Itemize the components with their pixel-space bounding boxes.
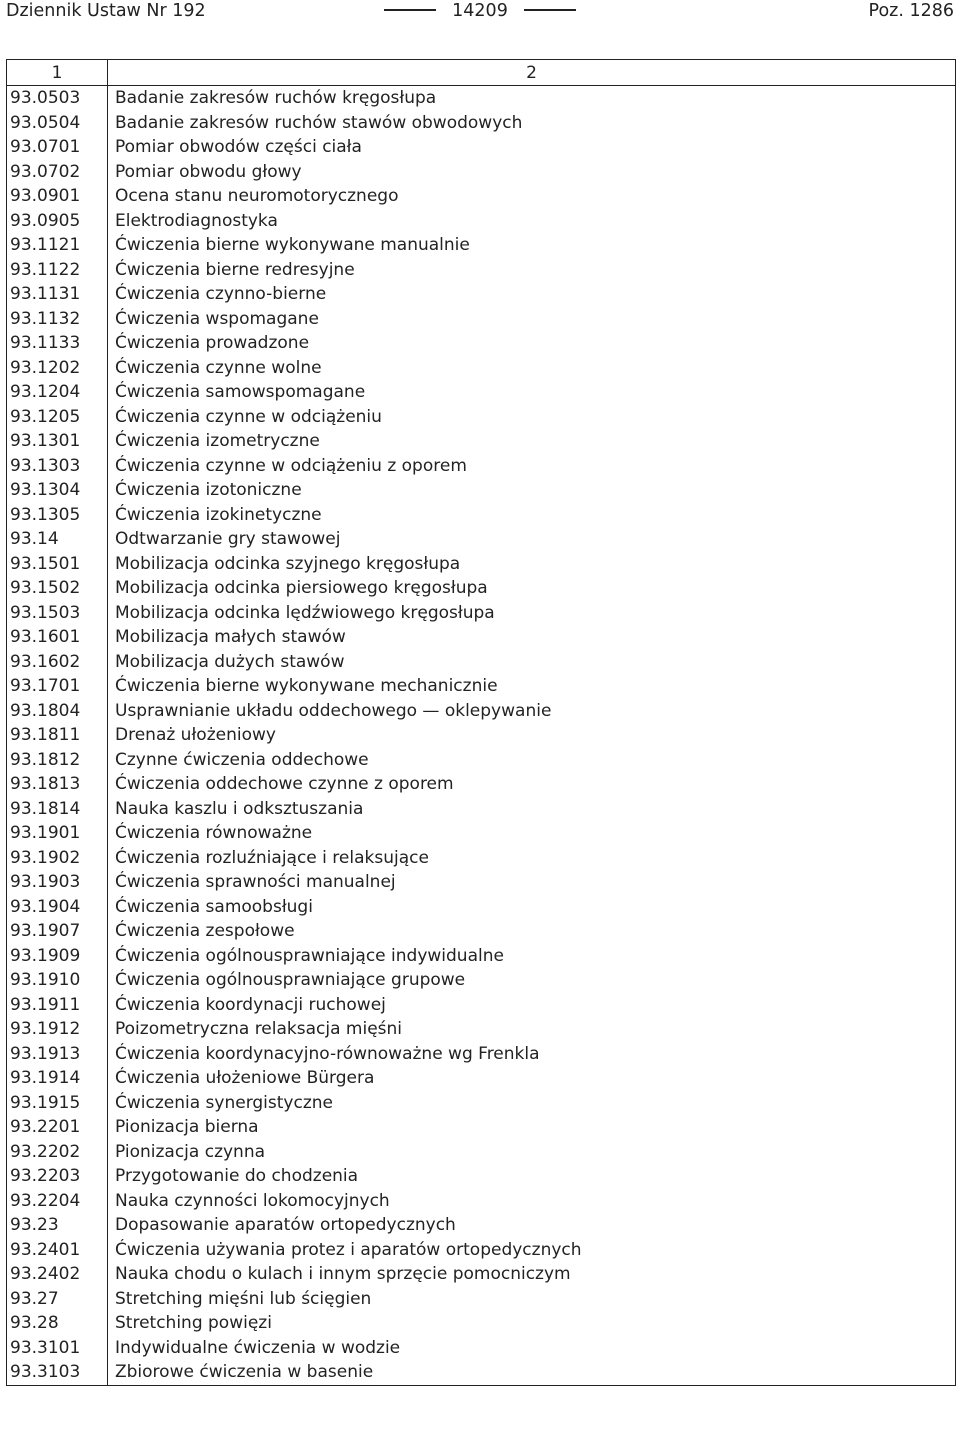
procedure-name: Ćwiczenia izometryczne <box>108 429 956 454</box>
procedure-code: 93.1915 <box>7 1091 108 1116</box>
procedure-name: Ocena stanu neuromotorycznego <box>108 184 956 209</box>
table-row <box>7 968 956 993</box>
procedure-name: Mobilizacja odcinka lędźwiowego kręgosłupa <box>108 601 956 626</box>
table-row <box>7 576 956 601</box>
table-row <box>7 1164 956 1189</box>
procedure-name: Ćwiczenia bierne redresyjne <box>108 258 956 283</box>
procedure-code: 93.1303 <box>7 454 108 479</box>
table-row <box>7 1017 956 1042</box>
column-header-1: 1 <box>7 60 108 86</box>
page-number: 14209 <box>452 1 508 21</box>
procedure-name: Ćwiczenia ogólnousprawniające grupowe <box>108 968 956 993</box>
procedure-code: 93.1804 <box>7 699 108 724</box>
table-row <box>7 1336 956 1361</box>
table-row <box>7 1360 956 1385</box>
procedure-code: 93.2201 <box>7 1115 108 1140</box>
procedure-code: 93.1121 <box>7 233 108 258</box>
procedure-name: Ćwiczenia samowspomagane <box>108 380 956 405</box>
procedure-name: Ćwiczenia równoważne <box>108 821 956 846</box>
procedure-name: Ćwiczenia wspomagane <box>108 307 956 332</box>
procedure-name: Pionizacja czynna <box>108 1140 956 1165</box>
procedure-name: Pionizacja bierna <box>108 1115 956 1140</box>
procedure-code: 93.1701 <box>7 674 108 699</box>
procedure-code: 93.0503 <box>7 86 108 111</box>
table-row <box>7 821 956 846</box>
table-row <box>7 797 956 822</box>
procedure-code: 93.1602 <box>7 650 108 675</box>
procedure-name: Ćwiczenia koordynacji ruchowej <box>108 993 956 1018</box>
procedure-code: 93.1502 <box>7 576 108 601</box>
procedure-code: 93.1204 <box>7 380 108 405</box>
procedure-name: Ćwiczenia czynno-bierne <box>108 282 956 307</box>
table-row <box>7 527 956 552</box>
procedure-name: Ćwiczenia czynne w odciążeniu <box>108 405 956 430</box>
procedure-code: 93.1913 <box>7 1042 108 1067</box>
procedure-name: Indywidualne ćwiczenia w wodzie <box>108 1336 956 1361</box>
procedure-code: 93.1132 <box>7 307 108 332</box>
procedure-name: Dopasowanie aparatów ortopedycznych <box>108 1213 956 1238</box>
table-row <box>7 1311 956 1336</box>
procedure-code: 93.1133 <box>7 331 108 356</box>
procedure-name: Nauka kaszlu i odksztuszania <box>108 797 956 822</box>
procedure-name: Ćwiczenia koordynacyjno-równoważne wg Frenkla <box>108 1042 956 1067</box>
table-row <box>7 1140 956 1165</box>
procedure-name: Stretching powięzi <box>108 1311 956 1336</box>
table-row <box>7 86 956 111</box>
procedure-code: 93.3103 <box>7 1360 108 1385</box>
procedure-code: 93.1813 <box>7 772 108 797</box>
table-row <box>7 748 956 773</box>
procedure-code: 93.1911 <box>7 993 108 1018</box>
procedure-name: Drenaż ułożeniowy <box>108 723 956 748</box>
procedure-name: Stretching mięśni lub ścięgien <box>108 1287 956 1312</box>
position-number: Poz. 1286 <box>868 1 954 21</box>
procedure-code: 93.1501 <box>7 552 108 577</box>
procedure-name: Ćwiczenia bierne wykonywane mechanicznie <box>108 674 956 699</box>
table-row <box>7 1287 956 1312</box>
procedure-code: 93.1601 <box>7 625 108 650</box>
procedure-name: Elektrodiagnostyka <box>108 209 956 234</box>
table-row <box>7 993 956 1018</box>
table-row <box>7 184 956 209</box>
table-row <box>7 429 956 454</box>
procedure-code: 93.2401 <box>7 1238 108 1263</box>
table-row <box>7 870 956 895</box>
table-row <box>7 723 956 748</box>
procedure-name: Ćwiczenia używania protez i aparatów ortopedycznych <box>108 1238 956 1263</box>
procedure-name: Odtwarzanie gry stawowej <box>108 527 956 552</box>
procedure-code: 93.2402 <box>7 1262 108 1287</box>
procedure-name: Ćwiczenia ułożeniowe Bürgera <box>108 1066 956 1091</box>
table-row <box>7 233 956 258</box>
procedure-name: Ćwiczenia czynne wolne <box>108 356 956 381</box>
procedure-code: 93.1910 <box>7 968 108 993</box>
procedure-code: 93.14 <box>7 527 108 552</box>
procedure-name: Nauka chodu o kulach i innym sprzęcie pomocniczym <box>108 1262 956 1287</box>
table-row <box>7 405 956 430</box>
table-header-row <box>7 60 956 86</box>
table-row <box>7 356 956 381</box>
table-row <box>7 650 956 675</box>
procedure-code: 93.2203 <box>7 1164 108 1189</box>
table-row <box>7 503 956 528</box>
table-row <box>7 601 956 626</box>
procedure-name: Ćwiczenia izotoniczne <box>108 478 956 503</box>
procedure-code: 93.2202 <box>7 1140 108 1165</box>
procedure-code: 93.0701 <box>7 135 108 160</box>
procedure-code: 93.1901 <box>7 821 108 846</box>
procedure-name: Mobilizacja odcinka piersiowego kręgosłupa <box>108 576 956 601</box>
table-row <box>7 1262 956 1287</box>
table-row <box>7 552 956 577</box>
table-row <box>7 135 956 160</box>
procedure-name: Mobilizacja odcinka szyjnego kręgosłupa <box>108 552 956 577</box>
procedure-name: Ćwiczenia prowadzone <box>108 331 956 356</box>
table-row <box>7 895 956 920</box>
procedure-code: 93.1909 <box>7 944 108 969</box>
procedure-name: Czynne ćwiczenia oddechowe <box>108 748 956 773</box>
dash-divider <box>384 9 436 10</box>
page-header <box>0 0 960 30</box>
procedure-code: 93.1903 <box>7 870 108 895</box>
table-row <box>7 331 956 356</box>
table-row <box>7 1238 956 1263</box>
procedure-name: Pomiar obwodu głowy <box>108 160 956 185</box>
page-number-block <box>0 1 960 21</box>
procedure-code: 93.1301 <box>7 429 108 454</box>
procedure-name: Badanie zakresów ruchów stawów obwodowych <box>108 111 956 136</box>
table-row <box>7 1042 956 1067</box>
procedure-name: Ćwiczenia bierne wykonywane manualnie <box>108 233 956 258</box>
table-row <box>7 478 956 503</box>
procedure-name: Ćwiczenia izokinetyczne <box>108 503 956 528</box>
table-body <box>7 86 956 1386</box>
journal-title: Dziennik Ustaw Nr 192 <box>6 1 206 21</box>
procedure-name: Mobilizacja dużych stawów <box>108 650 956 675</box>
dash-divider <box>524 9 576 10</box>
table-row <box>7 625 956 650</box>
table-row <box>7 1115 956 1140</box>
table-row <box>7 1091 956 1116</box>
procedure-code: 93.1812 <box>7 748 108 773</box>
table-row <box>7 772 956 797</box>
procedure-name: Nauka czynności lokomocyjnych <box>108 1189 956 1214</box>
procedure-code: 93.3101 <box>7 1336 108 1361</box>
procedure-code: 93.1814 <box>7 797 108 822</box>
procedure-code: 93.1902 <box>7 846 108 871</box>
procedure-name: Mobilizacja małych stawów <box>108 625 956 650</box>
procedure-name: Badanie zakresów ruchów kręgosłupa <box>108 86 956 111</box>
table-row <box>7 111 956 136</box>
table-row <box>7 258 956 283</box>
procedure-code: 93.0702 <box>7 160 108 185</box>
table-row <box>7 1213 956 1238</box>
table-row <box>7 160 956 185</box>
table-row <box>7 944 956 969</box>
procedure-code: 93.1503 <box>7 601 108 626</box>
table-row <box>7 454 956 479</box>
procedure-name: Ćwiczenia zespołowe <box>108 919 956 944</box>
procedure-name: Pomiar obwodów części ciała <box>108 135 956 160</box>
procedure-name: Ćwiczenia sprawności manualnej <box>108 870 956 895</box>
column-header-2: 2 <box>108 60 956 86</box>
procedure-name: Ćwiczenia czynne w odciążeniu z oporem <box>108 454 956 479</box>
procedure-code: 93.28 <box>7 1311 108 1336</box>
procedure-code: 93.1202 <box>7 356 108 381</box>
procedure-code: 93.1914 <box>7 1066 108 1091</box>
procedure-code: 93.1205 <box>7 405 108 430</box>
procedure-name: Usprawnianie układu oddechowego — oklepywanie <box>108 699 956 724</box>
table-row <box>7 282 956 307</box>
procedure-code: 93.1305 <box>7 503 108 528</box>
procedure-name: Ćwiczenia rozluźniające i relaksujące <box>108 846 956 871</box>
procedure-code: 93.23 <box>7 1213 108 1238</box>
procedure-code: 93.0901 <box>7 184 108 209</box>
procedure-code: 93.1122 <box>7 258 108 283</box>
procedure-name: Przygotowanie do chodzenia <box>108 1164 956 1189</box>
procedure-code: 93.1912 <box>7 1017 108 1042</box>
procedure-code: 93.0905 <box>7 209 108 234</box>
procedure-code: 93.1811 <box>7 723 108 748</box>
procedure-name: Ćwiczenia samoobsługi <box>108 895 956 920</box>
procedure-name: Ćwiczenia ogólnousprawniające indywidualne <box>108 944 956 969</box>
procedure-code: 93.0504 <box>7 111 108 136</box>
table-row <box>7 846 956 871</box>
table-row <box>7 307 956 332</box>
procedures-table <box>6 59 956 1386</box>
table-row <box>7 919 956 944</box>
procedure-code: 93.1904 <box>7 895 108 920</box>
procedure-code: 93.1131 <box>7 282 108 307</box>
procedure-name: Zbiorowe ćwiczenia w basenie <box>108 1360 956 1385</box>
procedure-code: 93.2204 <box>7 1189 108 1214</box>
procedure-code: 93.1304 <box>7 478 108 503</box>
table-row <box>7 674 956 699</box>
procedure-name: Ćwiczenia oddechowe czynne z oporem <box>108 772 956 797</box>
table-row <box>7 209 956 234</box>
table-row <box>7 699 956 724</box>
procedure-code: 93.27 <box>7 1287 108 1312</box>
procedure-name: Poizometryczna relaksacja mięśni <box>108 1017 956 1042</box>
procedure-name: Ćwiczenia synergistyczne <box>108 1091 956 1116</box>
procedure-code: 93.1907 <box>7 919 108 944</box>
table-row <box>7 1066 956 1091</box>
table-row <box>7 1189 956 1214</box>
table-row <box>7 380 956 405</box>
